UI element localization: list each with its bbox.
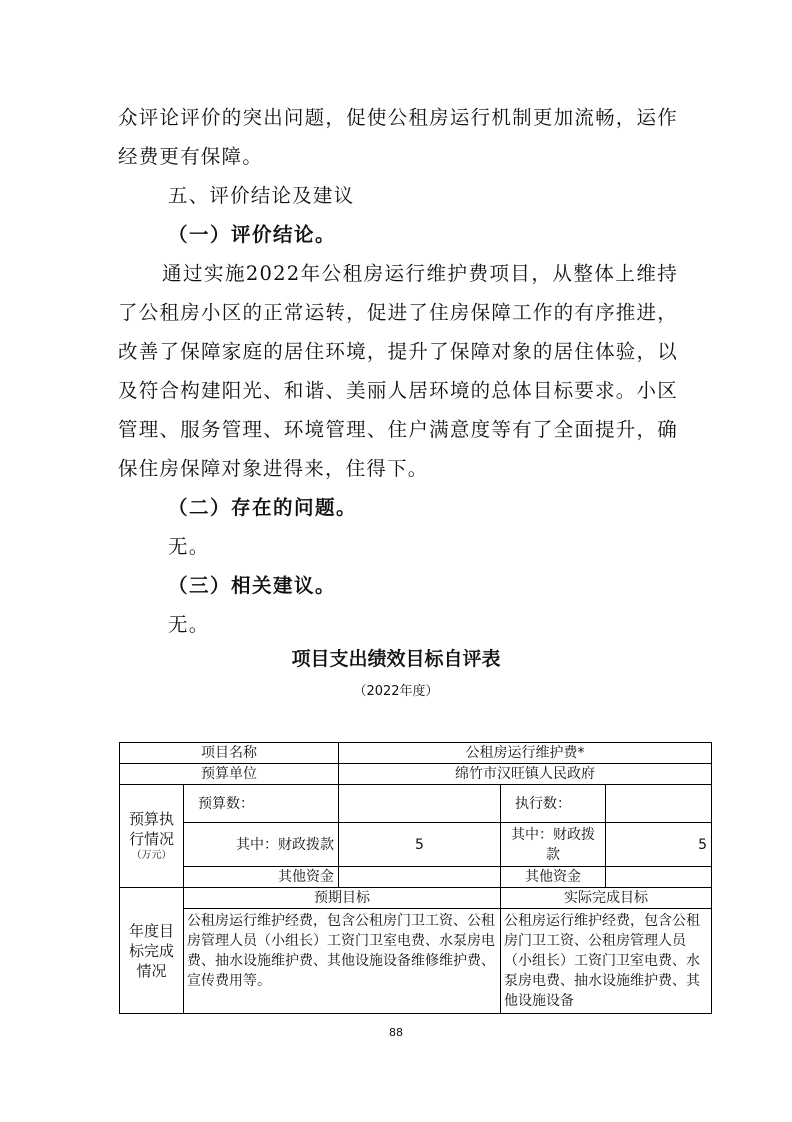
project-name-value: 公租房运行维护费* [339,743,712,764]
exec-amount-value [606,785,712,823]
page-number: 88 [389,1026,403,1039]
budget-exec-unit: （万元） [131,850,172,861]
budget-unit-value: 绵竹市汉旺镇人民政府 [339,764,712,785]
budget-exec-label-text: 预算执行情况 [128,810,174,848]
exec-amount-label: 执行数： [501,785,606,823]
subheading-conclusion: （一）评价结论。 [168,223,337,246]
section-heading-5: 五、评价结论及建议 [168,184,355,207]
other-funds-exec-value [606,867,712,888]
actual-target-text: 公租房运行维护经费，包含公租房门卫工资、公租房管理人员（小组长）工资门卫室电费、水泵房电费、抽水设施维护费、其他设施设备 [501,909,712,1014]
annual-target-label: 年度目标完成情况 [120,888,184,1014]
paragraph-continuation: 众评论评价的突出问题，促使公租房运行机制更加流畅，运作经费更有保障。 [118,106,678,168]
paragraph-conclusion: 通过实施2022年公租房运行维护费项目，从整体上维持了公租房小区的正常运转，促进了住房保障工作的有序推进，改善了保障家庭的居住环境，提升了保障对象的居住体验，以及符合构建阳光、和谐、美丽人居环境的总体目标要求。小区管理、服务管理、环境管理、住户满意度等有了全面提升，确保住房保障对象进得来，住得下。 [118,262,678,480]
budget-amount-label: 预算数： [184,785,339,823]
fiscal-budget-value: 5 [339,823,501,867]
table-subtitle: （2022年度） [353,684,439,699]
project-name-label: 项目名称 [120,743,339,764]
evaluation-table [119,742,712,1014]
suggestions-text: 无。 [168,613,210,636]
problems-text: 无。 [168,535,210,558]
other-funds-budget-value [339,867,501,888]
expected-target-header: 预期目标 [184,888,501,909]
table-title: 项目支出绩效目标自评表 [291,648,501,670]
subheading-problems: （二）存在的问题。 [168,496,358,519]
subheading-suggestions: （三）相关建议。 [168,574,337,597]
actual-target-header: 实际完成目标 [501,888,712,909]
budget-amount-value [339,785,501,823]
budget-exec-label [120,785,184,888]
fiscal-exec-value: 5 [606,823,712,867]
other-funds-exec-label: 其他资金 [501,867,606,888]
expected-target-text: 公租房运行维护经费，包含公租房门卫工资、公租房管理人员（小组长）工资门卫室电费、水泵房电费、抽水设施维护费、其他设施设备维修维护费、宣传费用等。 [184,909,501,1014]
fiscal-exec-label: 其中：财政拨款 [501,823,606,867]
other-funds-label: 其他资金 [184,867,339,888]
budget-unit-label: 预算单位 [120,764,339,785]
fiscal-label: 其中：财政拨款 [184,823,339,867]
